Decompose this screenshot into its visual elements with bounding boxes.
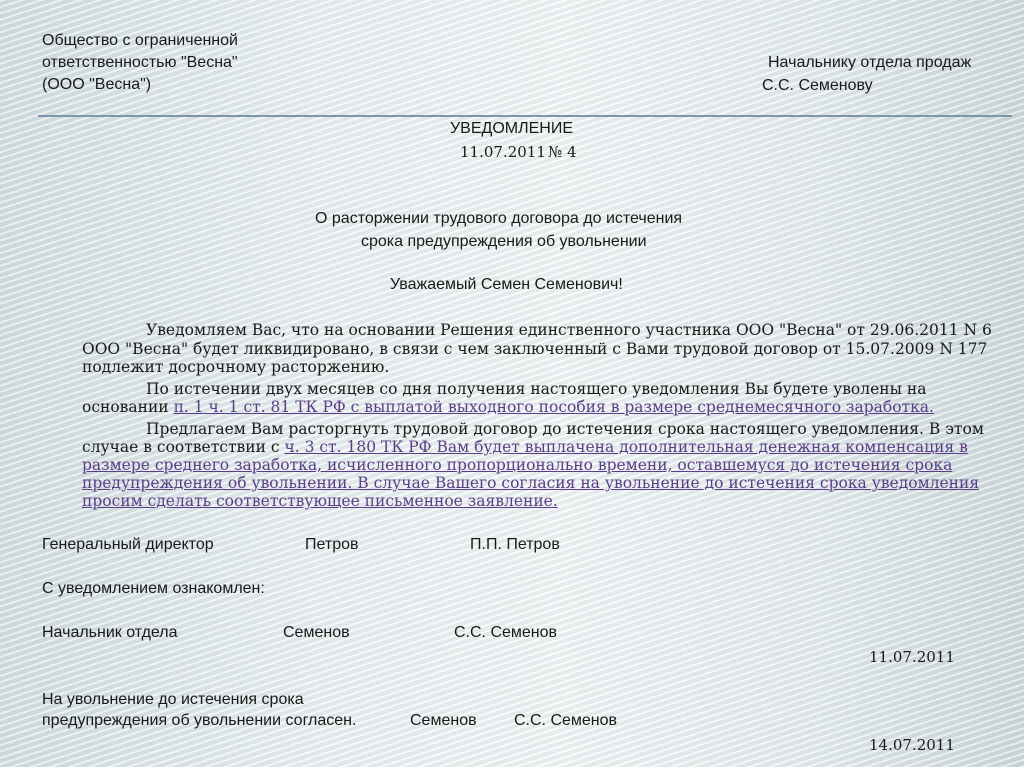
para2-line-2-prefix: основании (82, 398, 169, 416)
signature-name: П.П. Петров (470, 536, 560, 553)
greeting: Уважаемый Семен Семенович! (390, 276, 623, 293)
recipient-line-2: С.С. Семенову (762, 77, 873, 94)
para3-line-1: Предлагаем Вам расторгнуть трудовой договор до истечения срока настоящего уведомления. В этом (146, 420, 984, 438)
acknowledged-date: 11.07.2011 (869, 648, 955, 666)
para1-line-2: ООО "Весна" будет ликвидировано, в связи с чем заключенный с Вами трудовой договор от 15.07.2009 N 177 (82, 340, 988, 358)
para3-line-2-prefix: случае в соответствии с (82, 438, 280, 456)
document-title: УВЕДОМЛЕНИЕ (450, 120, 574, 137)
para2-line-2 (82, 397, 934, 417)
document-date: 11.07.2011 (460, 143, 546, 161)
header-rule (38, 115, 1012, 117)
para3-line-3[interactable]: размере среднего заработка, исчисленного пропорционально времени, оставшемуся до истечения срока (82, 456, 953, 474)
consent-date: 14.07.2011 (869, 736, 955, 754)
signature-sign: Петров (305, 536, 359, 553)
para1-line-1: Уведомляем Вас, что на основании Решения единственного участника ООО "Весна" от 29.06.2011 N 6 (146, 321, 992, 339)
sender-line-1: Общество с ограниченной (42, 32, 238, 49)
law-reference-link-2[interactable]: ч. 3 ст. 180 ТК РФ Вам будет выплачена дополнительная денежная компенсация в (284, 438, 968, 456)
para3-line-5[interactable]: просим сделать соответствующее письменное заявление. (82, 492, 558, 510)
para1-line-3: подлежит досрочному расторжению. (82, 358, 390, 376)
acknowledged-label: С уведомлением ознакомлен: (42, 580, 265, 597)
document-number: № 4 (548, 143, 577, 161)
para2-line-1: По истечении двух месяцев со дня получения настоящего уведомления Вы будете уволены на (146, 380, 927, 398)
subject-line-2: срока предупреждения об увольнении (361, 233, 647, 250)
sender-line-2: ответственностью "Весна" (42, 54, 238, 71)
consent-sign: Семенов (410, 712, 477, 729)
acknowledged-name: С.С. Семенов (454, 624, 558, 641)
subject-line-1: О расторжении трудового договора до истечения (315, 210, 683, 227)
signature-position: Генеральный директор (42, 536, 214, 553)
acknowledged-sign: Семенов (283, 624, 350, 641)
para3-line-4[interactable]: предупреждения об увольнении. В случае Вашего согласия на увольнение до истечения срока уведомления (82, 474, 980, 492)
consent-line-2: предупреждения об увольнении согласен. (42, 712, 357, 729)
sender-line-3: (ООО "Весна") (42, 76, 152, 93)
recipient-line-1: Начальнику отдела продаж (768, 54, 972, 71)
acknowledged-position: Начальник отдела (42, 624, 178, 641)
consent-name: С.С. Семенов (514, 712, 618, 729)
consent-line-1: На увольнение до истечения срока (42, 691, 304, 708)
para3-line-2 (82, 437, 968, 457)
law-reference-link-1[interactable]: п. 1 ч. 1 ст. 81 ТК РФ с выплатой выходного пособия в размере среднемесячного заработка. (173, 398, 934, 416)
